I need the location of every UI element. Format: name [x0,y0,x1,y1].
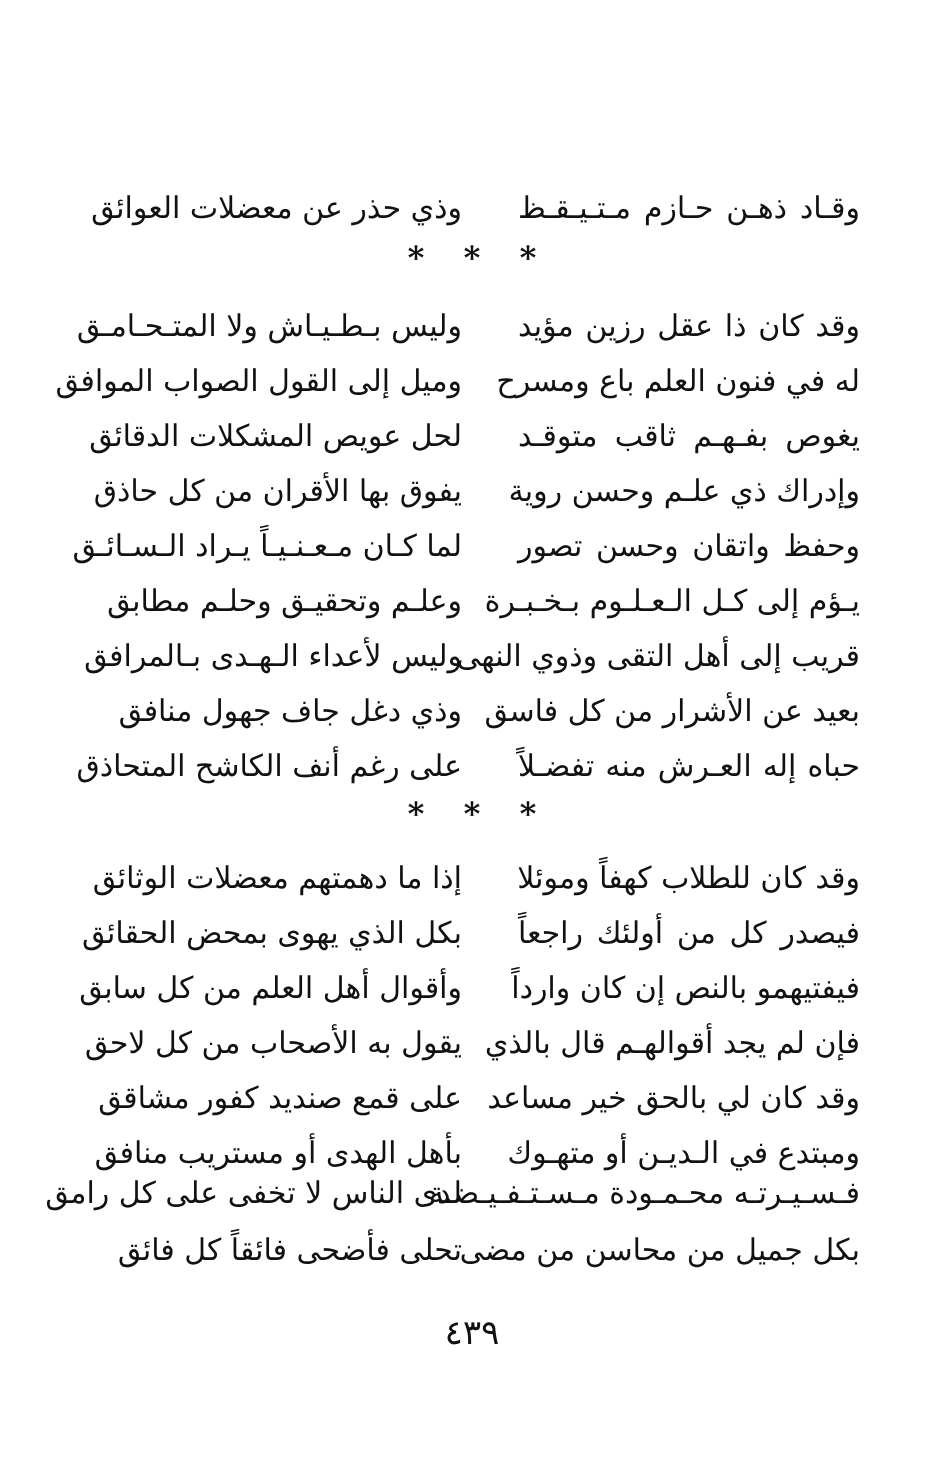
verse-first-hemistich: وإدراك ذي علـم وحسن روية [508,474,860,509]
verse-second-hemistich: تحلى فأضحى فائقاً كل فائق [117,1233,462,1268]
verse-first-hemistich: له في فنون العلم باع ومسرح [496,364,860,399]
verse-second-hemistich: وميل إلى القول الصواب الموافق [55,364,462,399]
verse-first-hemistich: فإن لم يجد أقوالهـم قال بالذي [484,1026,860,1061]
verse-first-hemistich: وقـاد ذهـن حـازم مـتـيـقـظ [518,191,860,226]
verse-line [55,353,860,411]
asterisk: * [407,795,425,833]
asterisk: * [463,795,481,833]
verse-second-hemistich: لحل عويص المشكلات الدقائق [89,419,462,454]
verse-first-hemistich: فـسـيـرتـه محـمـودة مـسـتـفـيـضـة [428,1176,860,1211]
verse-first-hemistich: وحفظ واتقان وحسن تصور [518,529,860,564]
verse-second-hemistich: بأهل الهدى أو مستريب منافق [94,1136,462,1171]
asterisk: * [407,239,425,277]
verse-line [84,628,860,686]
verse-first-hemistich: فيفتيهمو بالنص إن كان وارداً [511,971,860,1006]
verse-second-hemistich: وعلـم وتحقيـق وحلـم مطابق [107,584,462,619]
verse-first-hemistich: وقد كان للطلاب كهفاً وموئلا [517,861,860,896]
verse-second-hemistich: لما كـان مـعـنـيـاً يـراد الـسـائـق [72,529,462,564]
verse-line [92,850,860,908]
verse-second-hemistich: وذي حذر عن معضلات العوائق [91,191,462,226]
verse-second-hemistich: على قمع صنديد كفور مشاقق [98,1081,462,1116]
verse-line [79,960,860,1018]
section-separator [0,794,944,834]
asterisk: * [519,795,537,833]
verse-second-hemistich: وليس لأعداء الـهـدى بـالمرافق [84,639,462,674]
section-separator [0,238,944,278]
verse-line [76,298,860,356]
verse-line [72,518,860,576]
verse-line [84,1015,860,1073]
page-number: ٤٣٩ [444,1313,500,1353]
verse-second-hemistich: وذي دغل جاف جهول منافق [118,694,462,729]
verse-line [89,408,860,466]
verse-line [117,1222,860,1280]
verse-line [98,1070,860,1128]
verse-first-hemistich: بعيد عن الأشرار من كل فاسق [484,694,860,729]
verse-second-hemistich: لدى الناس لا تخفى على كل رامق [45,1176,462,1211]
asterisk: * [463,239,481,277]
verse-second-hemistich: وأقوال أهل العلم من كل سابق [79,971,462,1006]
verse-first-hemistich: فيصدر كل من أولئك راجعاً [518,916,860,951]
verse-line [76,738,860,796]
verse-first-hemistich: وقد كان لي بالحق خير مساعد [487,1081,860,1116]
verse-first-hemistich: يغوص بفـهـم ثاقب متوقـد [518,419,860,454]
verse-first-hemistich: قريب إلى أهل التقى وذوي النهى [456,639,860,674]
verse-line [120,683,860,741]
verse-line [93,463,860,521]
verse-second-hemistich: على رغم أنف الكاشح المتحاذق [76,749,462,784]
verse-first-hemistich: ومبتدع في الـديـن أو متهـوك [507,1136,860,1171]
verse-first-hemistich: بكل جميل من محاسن من مضى [459,1233,860,1268]
asterisk: * [519,239,537,277]
verse-line [82,905,860,963]
verse-second-hemistich: وليس بـطـيـاش ولا المتـحـامـق [76,309,462,344]
verse-line [45,1165,860,1223]
verse-second-hemistich: يقول به الأصحاب من كل لاحق [84,1026,462,1061]
verse-line [107,573,860,631]
verse-second-hemistich: إذا ما دهمتهم معضلات الوثائق [92,861,462,896]
verse-first-hemistich: يـؤم إلى كـل الـعـلـوم بـخـبـرة [484,584,860,619]
verse-first-hemistich: حباه إله العـرش منه تفضـلاً [518,749,860,784]
verse-first-hemistich: وقد كان ذا عقل رزين مؤيد [518,309,860,344]
verse-second-hemistich: بكل الذي يهوى بمحض الحقائق [82,916,462,951]
verse-second-hemistich: يفوق بها الأقران من كل حاذق [93,474,462,509]
verse-line [91,180,860,238]
